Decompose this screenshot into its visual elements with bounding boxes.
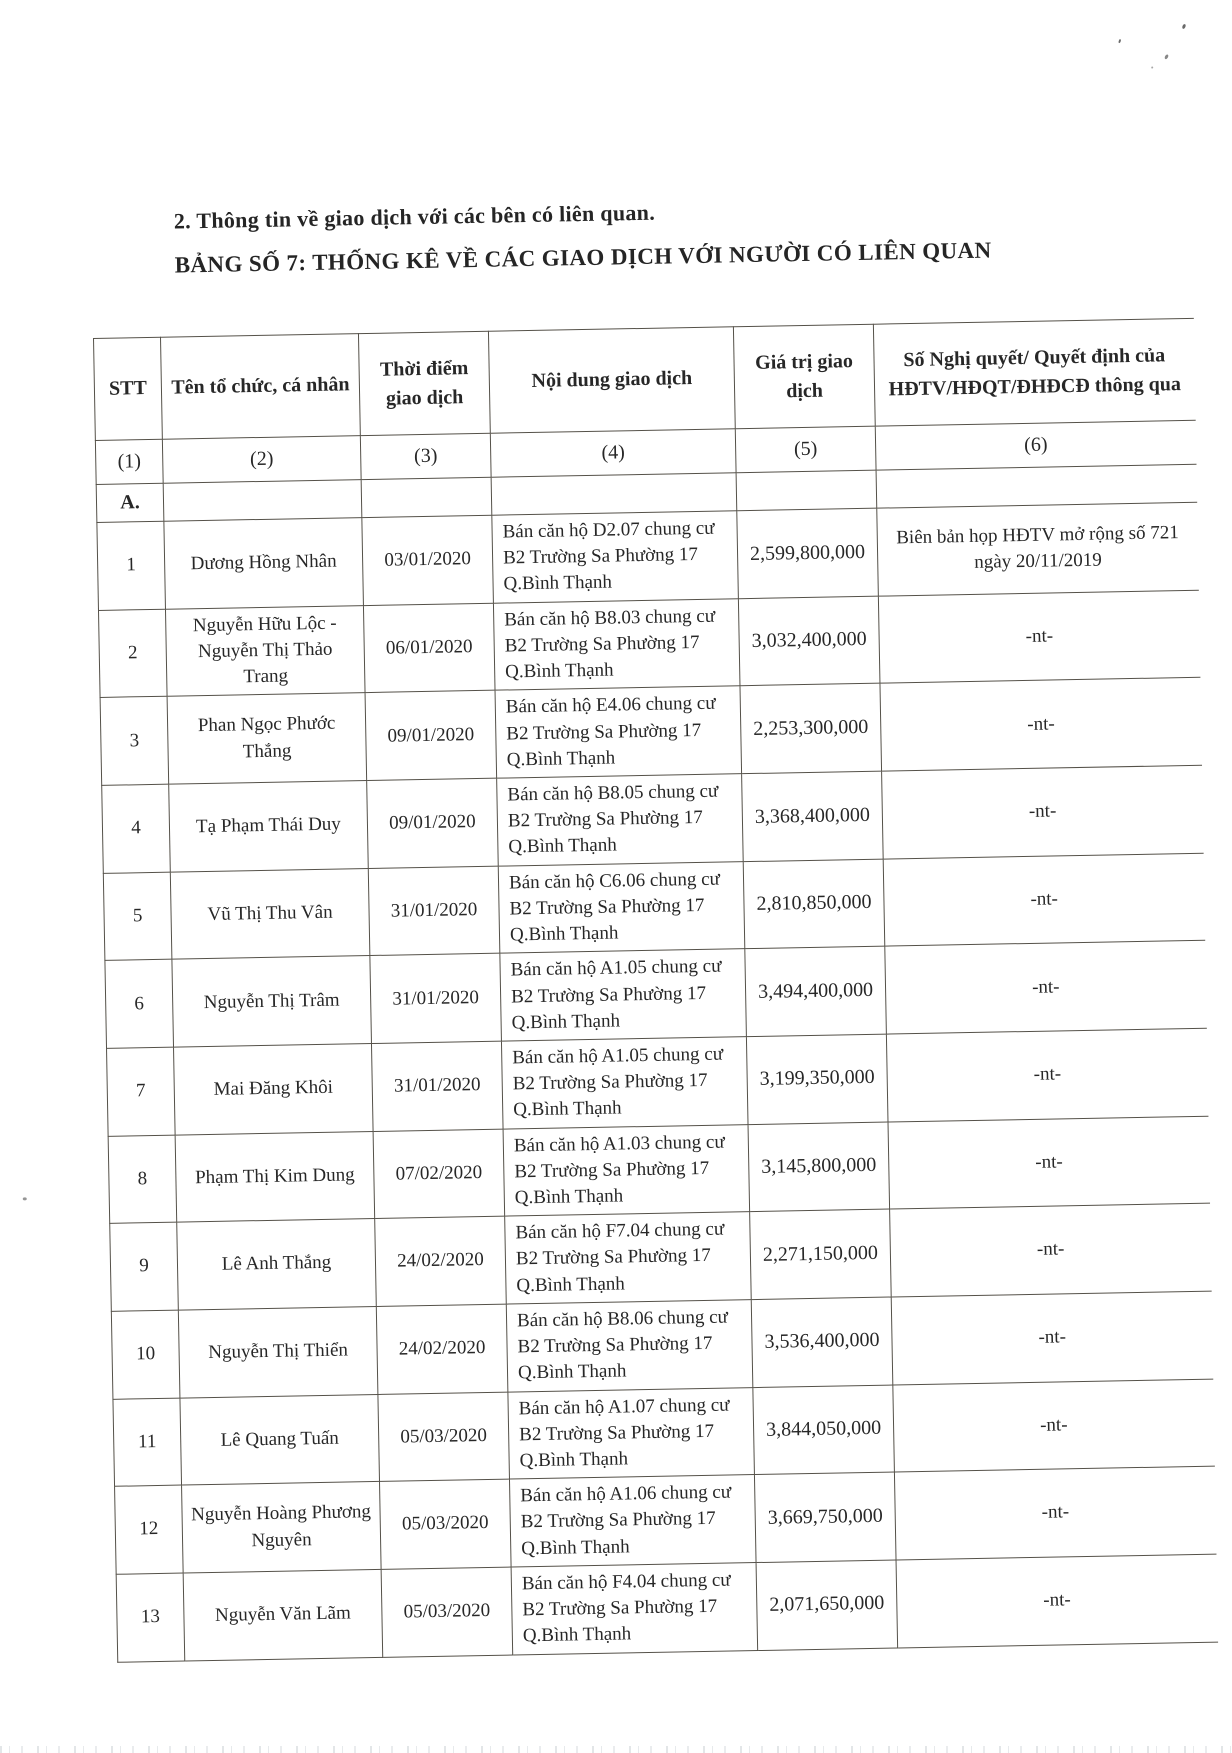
column-number: (5) — [735, 426, 876, 473]
cell-content: Bán căn hộ A1.03 chung cư B2 Trường Sa Phường 17 Q.Bình Thạnh — [503, 1124, 750, 1216]
column-number: (4) — [490, 429, 736, 477]
cell-content: Bán căn hộ F4.04 chung cư B2 Trường Sa Phường 17 Q.Bình Thạnh — [511, 1562, 758, 1654]
table-header-row — [94, 318, 1196, 440]
cell-content: Bán căn hộ B8.03 chung cư B2 Trường Sa Phường 17 Q.Bình Thạnh — [493, 598, 740, 690]
cell-resolution: -nt- — [885, 941, 1207, 1035]
cell-date: 05/03/2020 — [378, 1392, 510, 1482]
cell-name: Lê Anh Thắng — [177, 1219, 377, 1310]
cell-content: Bán căn hộ D2.07 chung cư B2 Trường Sa Phường 17 Q.Bình Thạnh — [492, 511, 739, 603]
cell-name: Nguyễn Hữu Lộc - Nguyễn Thị Thảo Trang — [165, 605, 365, 696]
cell-name: Tạ Phạm Thái Duy — [169, 781, 369, 872]
cell-content: Bán căn hộ B8.06 chung cư B2 Trường Sa Phường 17 Q.Bình Thạnh — [506, 1300, 753, 1392]
cell-resolution: -nt- — [886, 1028, 1208, 1122]
cell-resolution: -nt- — [888, 1116, 1210, 1210]
cell-content: Bán căn hộ A1.06 chung cư B2 Trường Sa Phường 17 Q.Bình Thạnh — [509, 1475, 756, 1567]
cell-resolution: -nt- — [893, 1379, 1215, 1473]
cell-name: Phan Ngọc Phước Thắng — [167, 693, 367, 784]
cell-name: Nguyễn Văn Lãm — [183, 1569, 383, 1660]
cell-stt: 6 — [105, 959, 174, 1048]
header-stt: STT — [94, 337, 163, 440]
cell-resolution: -nt- — [891, 1291, 1213, 1385]
cell-date: 24/02/2020 — [376, 1304, 508, 1394]
empty-cell — [876, 464, 1197, 508]
empty-cell — [736, 470, 877, 511]
cell-date: 31/01/2020 — [370, 953, 502, 1043]
cell-resolution: -nt- — [890, 1203, 1212, 1297]
cell-value: 3,536,400,000 — [751, 1297, 893, 1387]
cell-name: Nguyễn Thị Thiển — [178, 1306, 378, 1397]
cell-content: Bán căn hộ A1.05 chung cư B2 Trường Sa Phường 17 Q.Bình Thạnh — [500, 949, 747, 1041]
cell-stt: 8 — [108, 1135, 177, 1224]
cell-value: 3,199,350,000 — [746, 1034, 888, 1124]
cell-stt: 5 — [103, 872, 172, 961]
cell-resolution: -nt- — [878, 590, 1200, 684]
cell-name: Dương Hồng Nhân — [164, 518, 364, 609]
cell-value: 3,145,800,000 — [748, 1122, 890, 1212]
cell-date: 09/01/2020 — [365, 691, 497, 781]
header-name: Tên tổ chức, cá nhân — [160, 334, 360, 440]
table-row — [116, 1554, 1217, 1662]
cell-date: 31/01/2020 — [371, 1041, 503, 1131]
empty-cell — [361, 477, 492, 517]
cell-resolution: -nt- — [896, 1554, 1218, 1648]
cell-name: Lê Quang Tuấn — [180, 1394, 380, 1485]
header-content: Nội dung giao dịch — [488, 327, 735, 433]
scan-speck — [1164, 54, 1169, 60]
cell-name: Phạm Thị Kim Dung — [175, 1131, 375, 1222]
column-number: (2) — [162, 436, 361, 484]
cell-date: 03/01/2020 — [362, 515, 494, 605]
column-number: (3) — [360, 433, 491, 479]
cell-stt: 4 — [102, 784, 171, 873]
cell-resolution: -nt- — [880, 678, 1202, 772]
cell-resolution: -nt- — [894, 1466, 1216, 1560]
cell-stt: 10 — [111, 1310, 180, 1399]
cell-content: Bán căn hộ A1.07 chung cư B2 Trường Sa Phường 17 Q.Bình Thạnh — [508, 1387, 755, 1479]
cell-content: Bán căn hộ A1.05 chung cư B2 Trường Sa Phường 17 Q.Bình Thạnh — [501, 1037, 748, 1129]
cell-date: 09/01/2020 — [367, 778, 499, 868]
cell-stt: 1 — [97, 521, 166, 610]
cell-content: Bán căn hộ F7.04 chung cư B2 Trường Sa Phường 17 Q.Bình Thạnh — [505, 1212, 752, 1304]
section-heading: 2. Thông tin về giao dịch với các bên có liên quan. — [173, 199, 656, 234]
cell-resolution: -nt- — [882, 765, 1204, 859]
cell-stt: 3 — [100, 697, 169, 786]
cell-value: 3,844,050,000 — [753, 1385, 895, 1475]
cell-value: 2,599,800,000 — [737, 508, 879, 598]
cell-content: Bán căn hộ E4.06 chung cư B2 Trường Sa Phường 17 Q.Bình Thạnh — [495, 686, 742, 778]
column-number: (6) — [875, 420, 1196, 470]
cell-name: Nguyễn Thị Trâm — [172, 956, 372, 1047]
empty-cell — [491, 473, 737, 515]
cell-value: 3,494,400,000 — [745, 946, 887, 1036]
scan-speck — [1118, 39, 1121, 43]
cell-date: 24/02/2020 — [375, 1216, 507, 1306]
cell-date: 05/03/2020 — [380, 1479, 512, 1569]
cell-content: Bán căn hộ C6.06 chung cư B2 Trường Sa Phường 17 Q.Bình Thạnh — [498, 861, 745, 953]
scan-speck — [23, 1197, 27, 1200]
cell-stt: 13 — [116, 1573, 185, 1662]
cell-value: 3,032,400,000 — [738, 596, 880, 686]
scan-speck — [1182, 24, 1187, 30]
cell-stt: 11 — [113, 1398, 182, 1487]
cell-date: 07/02/2020 — [373, 1129, 505, 1219]
section-label: A. — [96, 483, 164, 522]
cell-date: 31/01/2020 — [368, 866, 500, 956]
table-body — [97, 502, 1218, 1661]
cell-name: Vũ Thị Thu Vân — [170, 868, 370, 959]
cell-stt: 2 — [98, 609, 167, 698]
table-title: BẢNG SỐ 7: THỐNG KÊ VỀ CÁC GIAO DỊCH VỚI NGƯỜI CÓ LIÊN QUAN — [174, 237, 992, 278]
cell-date: 06/01/2020 — [363, 603, 495, 693]
header-value: Giá trị giao dịch — [733, 324, 875, 429]
cell-value: 3,669,750,000 — [754, 1472, 896, 1562]
scan-speck — [1151, 67, 1153, 69]
cell-resolution: Biên bản họp HĐTV mở rộng số 721 ngày 20/11/2019 — [877, 502, 1199, 596]
cell-resolution: -nt- — [883, 853, 1205, 947]
scanner-edge-noise — [0, 1746, 1232, 1753]
header-resolution: Số Nghị quyết/ Quyết định của HĐTV/HĐQT/ĐHĐCĐ thông qua — [873, 318, 1195, 426]
cell-value: 2,253,300,000 — [740, 683, 882, 773]
cell-name: Mai Đăng Khôi — [174, 1043, 374, 1134]
cell-stt: 12 — [115, 1485, 184, 1574]
cell-date: 05/03/2020 — [381, 1567, 513, 1657]
cell-stt: 9 — [110, 1222, 179, 1311]
empty-cell — [163, 480, 362, 522]
header-date: Thời điểm giao dịch — [358, 331, 490, 435]
cell-name: Nguyễn Hoàng Phương Nguyên — [182, 1482, 382, 1573]
cell-value: 3,368,400,000 — [742, 771, 884, 861]
cell-value: 2,810,850,000 — [743, 859, 885, 949]
cell-value: 2,071,650,000 — [756, 1560, 898, 1650]
cell-content: Bán căn hộ B8.05 chung cư B2 Trường Sa Phường 17 Q.Bình Thạnh — [497, 774, 744, 866]
column-number: (1) — [95, 439, 163, 484]
transactions-table — [93, 318, 1218, 1662]
cell-value: 2,271,150,000 — [750, 1209, 892, 1299]
cell-stt: 7 — [107, 1047, 176, 1136]
